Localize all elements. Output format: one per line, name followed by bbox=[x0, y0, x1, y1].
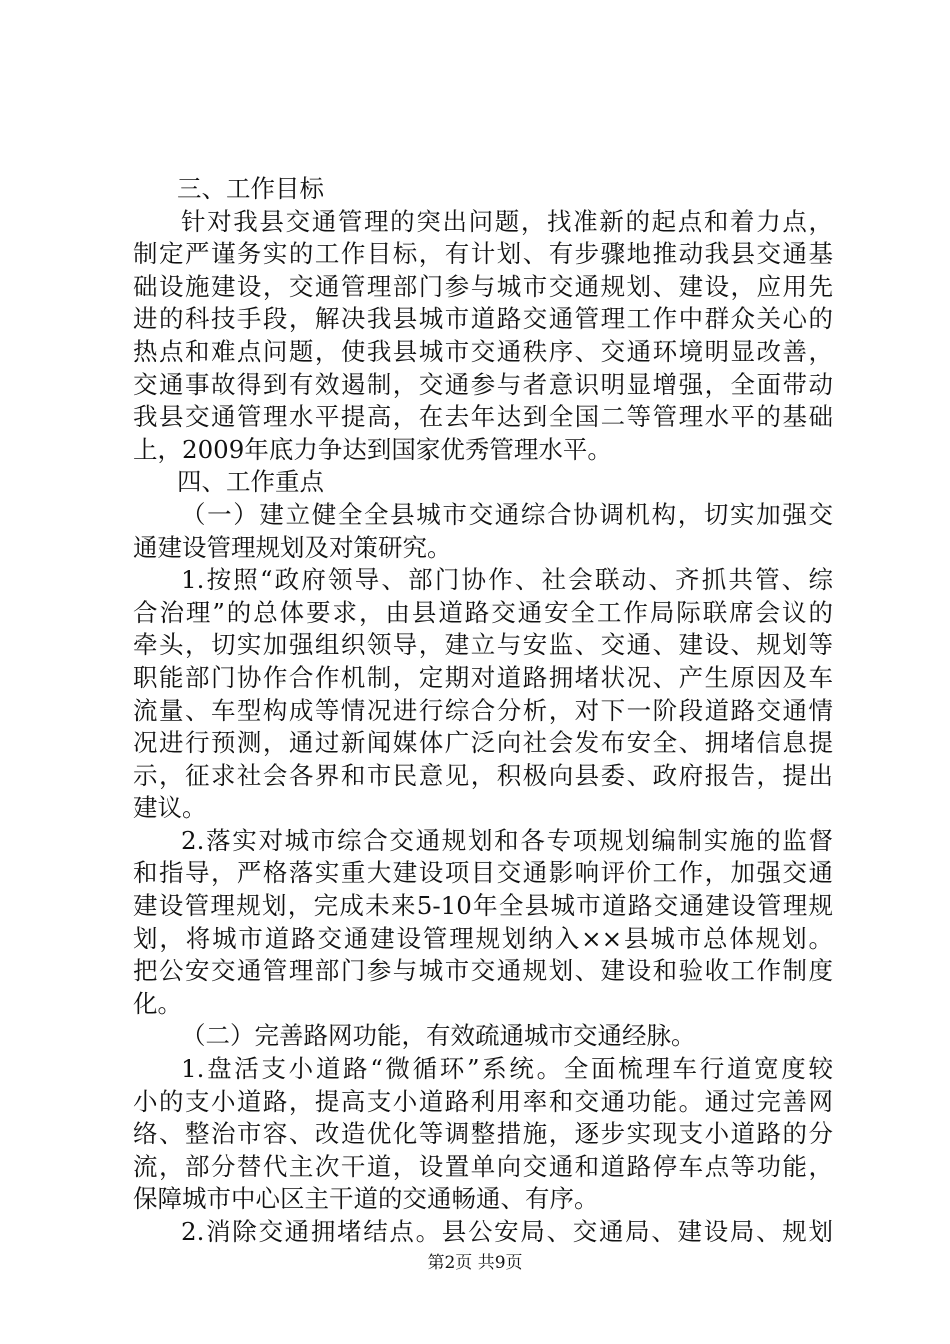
paragraph-line: 合治理”的总体要求，由县道路交通安全工作局际联席会议的 bbox=[133, 597, 833, 627]
paragraph-line: 职能部门协作合作机制，定期对道路拥堵状况、产生原因及车 bbox=[133, 662, 833, 692]
subsection-heading-line: 通建设管理规划及对策研究。 bbox=[133, 532, 452, 562]
paragraph-line: 化。 bbox=[133, 988, 182, 1018]
paragraph-line: 2.消除交通拥堵结点。县公安局、交通局、建设局、规划 bbox=[181, 1217, 833, 1246]
paragraph-line: 1.按照“政府领导、部门协作、社会联动、齐抓共管、综 bbox=[181, 565, 833, 595]
paragraph-line: 划，将城市道路交通建设管理规划纳入××县城市总体规划。 bbox=[133, 923, 833, 953]
paragraph-line: 制定严谨务实的工作目标，有计划、有步骤地推动我县交通基 bbox=[133, 239, 833, 269]
paragraph-line: 1.盘活支小道路“微循环”系统。全面梳理车行道宽度较 bbox=[181, 1054, 833, 1084]
subsection-heading: （一）建立健全全县城市交通综合协调机构，切实加强交 bbox=[181, 499, 833, 529]
paragraph-line: 热点和难点问题，使我县城市交通秩序、交通环境明显改善， bbox=[133, 336, 833, 366]
paragraph-line: 上，2009年底力争达到国家优秀管理水平。 bbox=[133, 434, 612, 464]
paragraph-line: 进的科技手段，解决我县城市道路交通管理工作中群众关心的 bbox=[133, 304, 833, 334]
paragraph-line: 和指导，严格落实重大建设项目交通影响评价工作，加强交通 bbox=[133, 858, 833, 888]
paragraph-line: 建议。 bbox=[133, 793, 207, 823]
paragraph-line: 建设管理规划，完成未来5-10年全县城市道路交通建设管理规 bbox=[133, 891, 833, 921]
paragraph-line: 针对我县交通管理的突出问题，找准新的起点和着力点， bbox=[181, 206, 833, 236]
subsection-heading: （二）完善路网功能，有效疏通城市交通经脉。 bbox=[181, 1021, 696, 1051]
page-footer: 第2页 共9页 bbox=[427, 1253, 523, 1273]
paragraph-line: 交通事故得到有效遏制，交通参与者意识明显增强，全面带动 bbox=[133, 369, 833, 399]
paragraph-line: 况进行预测，通过新闻媒体广泛向社会发布安全、拥堵信息提 bbox=[133, 728, 833, 758]
paragraph-line: 牵头，切实加强组织领导，建立与安监、交通、建设、规划等 bbox=[133, 630, 833, 660]
section-heading-priorities: 四、工作重点 bbox=[177, 467, 324, 497]
paragraph-line: 流，部分替代主次干道，设置单向交通和道路停车点等功能， bbox=[133, 1151, 833, 1181]
paragraph-line: 络、整治市容、改造优化等调整措施，逐步实现支小道路的分 bbox=[133, 1119, 833, 1149]
section-heading-goals: 三、工作目标 bbox=[177, 174, 324, 203]
paragraph-line: 把公安交通管理部门参与城市交通规划、建设和验收工作制度 bbox=[133, 956, 833, 986]
paragraph-line: 础设施建设，交通管理部门参与城市交通规划、建设，应用先 bbox=[133, 271, 833, 301]
paragraph-line: 流量、车型构成等情况进行综合分析，对下一阶段道路交通情 bbox=[133, 695, 833, 725]
paragraph-line: 示，征求社会各界和市民意见，积极向县委、政府报告，提出 bbox=[133, 760, 833, 790]
paragraph-line: 2.落实对城市综合交通规划和各专项规划编制实施的监督 bbox=[181, 825, 833, 855]
paragraph-line: 小的支小道路，提高支小道路利用率和交通功能。通过完善网 bbox=[133, 1086, 833, 1116]
document-body bbox=[133, 173, 833, 1249]
paragraph-line: 保障城市中心区主干道的交通畅通、有序。 bbox=[133, 1184, 599, 1214]
paragraph-line: 我县交通管理水平提高，在去年达到全国二等管理水平的基础 bbox=[133, 402, 833, 432]
